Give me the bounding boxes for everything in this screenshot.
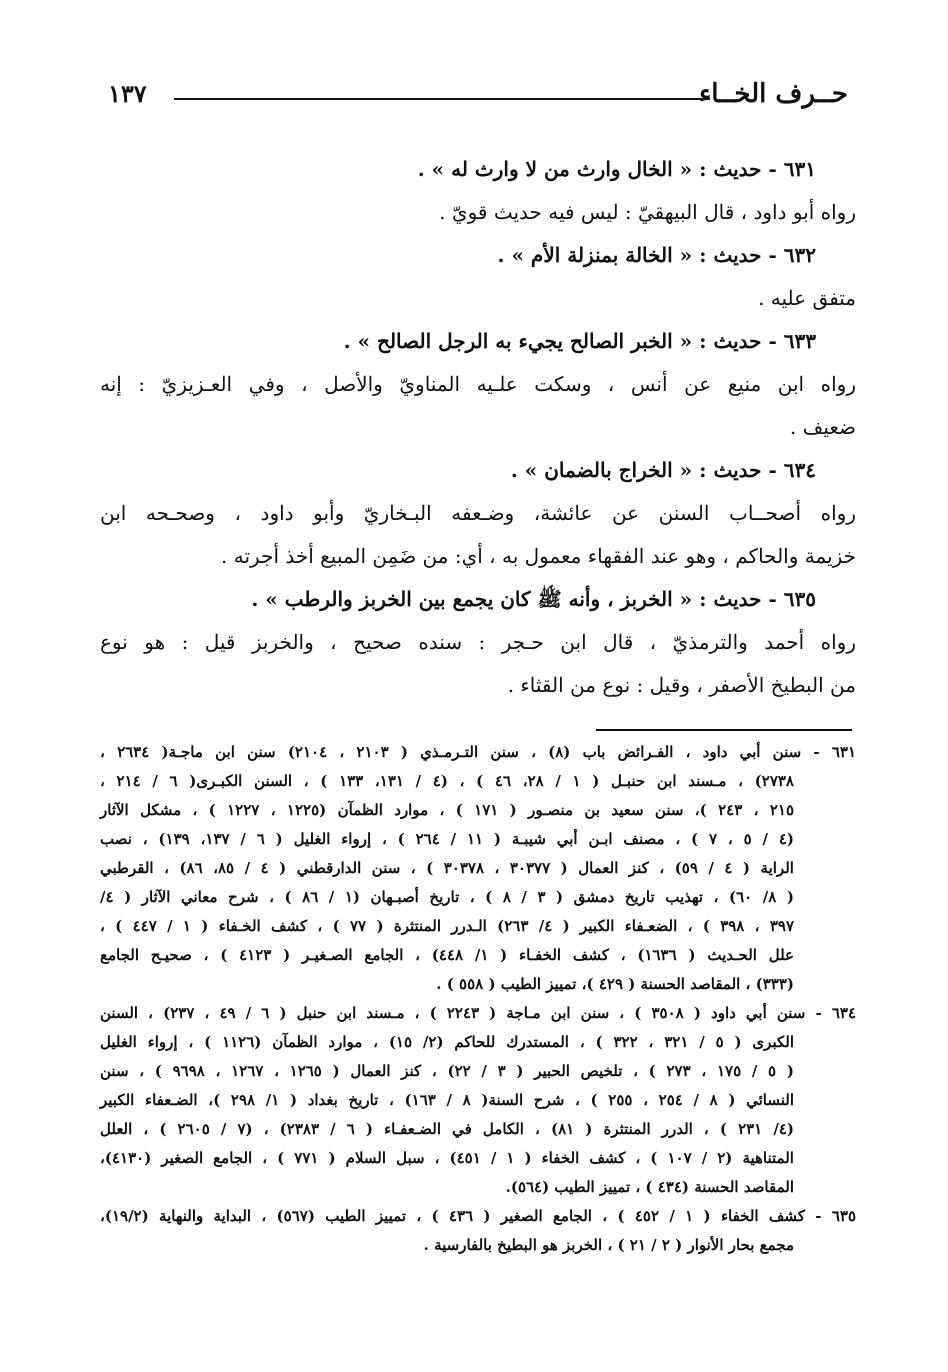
footnote-line: النسائي ( ٨ / ٢٥٤ ، ٢٥٥ ) ، شرح السنة( ٨ / ١٦٣) ، تاريخ بغداد ( ١/ ٢٩٨ )، الضـعفاء الكبير [100,1091,795,1109]
footnote-line: ٦٣٤ - سنن أبي داود ( ٣٥٠٨ ) ، سنن ابن مـاجة ( ٢٢٤٣ ) ، مـسند ابن حنبل ( ٦ / ٤٩ ، ٢٣٧) ، السنن [100,1004,856,1022]
footnote-line: (٤ / ٥ ، ٧ ) ، مصنف ابـن أبي شيبـة ( ١١ / ٢٦٤ ) ، إرواء الغليل ( ٦ / ١٣٧، ١٣٩) ، نصب [100,830,794,848]
footnote-line: مجمع بحار الأنوار ( ٢ / ٢١ ) ، الخربز هو البطيخ بالفارسية . [423,1236,794,1254]
entry-heading: ٦٣٥ - حديث : « الخربز ، وأنه ﷺ كان يجمع بين الخربز والرطب » . [251,587,816,611]
footnote-line: ( ٥ / ١٧٥ ، ٢٧٣ ) ، تلخيص الحبير ( ٣ / ٢٢) ، كنز العمال ( ١٢٦٥ ، ١٢٦٧ ، ٩٦٩٨ ) ، سنن [100,1062,794,1080]
header-rule [174,98,710,100]
footnote-line: الكبرى ( ٥ / ٣٢١ ، ٣٢٢ ) ، المستدرك للحاكم (٢/ ١٥) ، موارد الظمآن (١١٢٦ ) ، إرواء الغليل [100,1033,794,1051]
entry-635 [100,578,856,707]
entry-heading: ٦٣٤ - حديث : « الخراج بالضمان » . [510,458,816,482]
entry-632 [100,234,856,320]
entry-633 [100,320,856,449]
entry-heading: ٦٣٣ - حديث : « الخبر الصالح يجيء به الرجل الصالح » . [343,329,816,353]
entry-text: من البطيخ الأصفر ، وقيل : نوع من القثاء . [507,673,856,697]
entry-text: متفق عليه . [758,286,856,310]
entry-text: رواه أصحــاب السنن عن عائشة، وضـعفه البـخاريّ وأبو داود ، وصحـحه ابن [100,501,856,525]
footnote-line: المتناهية (٢ / ١٠٧ ) ، كشف الخفاء ( ١ / ٤٥١) ، سبل السلام ( ٧٧١ ) ، الجامع الصغير (٤١٣٠)، [100,1149,794,1167]
entry-text: رواه ابن منيع عن أنس ، وسكت علـيه المناويّ والأصل ، وفي العـزيزيّ : إنه [100,372,856,396]
footnote-line: (٤/ ٢٣١ ) ، الدرر المنتثرة ( ٨١) ، الكامل في الضـعفـاء ( ٦ / ٢٣٨٣) ، (٧ / ٢٦٠٥ ) ، العلل [100,1120,794,1138]
footnote-line: ٦٣٥ - كشف الخفاء ( ١ / ٤٥٢ ) ، الجامع الصغير ( ٤٣٦ ) ، تمييز الطيب (٥٦٧) ، البداية والنهاية (١٩/٢)، [100,1207,856,1225]
entry-634 [100,449,856,578]
footnote-631 [100,738,856,999]
footnotes [100,738,856,1260]
page-number: ١٣٧ [108,79,147,108]
entry-text: ضعيف . [789,415,856,439]
footnote-634 [100,999,856,1202]
footnote-line: ( ٨/ ٦٠) ، تهذيب تاريخ دمشق ( ٣ / ٨ ) ، تاريخ أصبـهان (١ / ٨٦ ) ، شرح معاني الآثار ( ٤/ [100,888,794,906]
footnote-line: علل الحـديث ( ١٦٣٦) ، كشف الخفـاء ( ١/ ٤٤٨) ، الجامع الصـغيـر ( ٤١٢٣ ) ، صحيـح الجامع [100,946,794,964]
running-header [108,74,848,114]
entry-heading: ٦٣٢ - حديث : « الخالة بمنزلة الأم » . [497,243,816,267]
footnote-line: المقاصد الحسنة (٤٣٤ ) ، تمييز الطيب (٥٦٤). [505,1178,794,1196]
entry-631 [100,148,856,234]
footnote-line: ٣٩٧ ، ٣٩٨ ) ، الضعـفاء الكبير ( ٤/ ٢٦٣) الـدرر المنتثرة ( ٧٧ ) ، كشف الخـفاء ( ١ / ٤٤٧ ) ، [100,917,795,935]
footnote-line: ٢٧٣٨) ، مـسند ابن حنبـل ( ١ / ٢٨، ٤٦ ) ، (٤ / ١٣١، ١٣٣ ) ، السنن الكبـرى( ٦ / ٢١٤ ، [100,772,794,790]
footnote-635 [100,1202,856,1260]
footnote-line: (٣٣٣) ، المقاصد الحسنة ( ٤٢٩ )، تمييز الطيب ( ٥٥٨ ) . [436,975,794,993]
footnote-rule [596,729,852,731]
entry-text: رواه أبو داود ، قال البيهقيّ : ليس فيه حديث قويّ . [439,200,856,224]
entry-heading: ٦٣١ - حديث : « الخال وارث من لا وارث له » . [417,157,816,181]
entry-text: رواه أحمد والترمذيّ ، قال ابن حـجر : سنده صحيح ، والخربز قيل : هو نوع [100,630,856,654]
footnote-line: الراية ( ٤ / ٥٩) ، كنز العمال ( ٣٠٣٧٧ ، ٣٠٣٧٨ ) ، سنن الدارقطني ( ٤ / ٨٥، ٨٦) ، القرطبي [100,859,794,877]
chapter-title: حــرف الخــاء [699,79,848,109]
main-text [100,148,856,707]
footnote-line: ٦٣١ - سنن أبي داود ، الفـرائض باب (٨) ، سنن التـرمـذي ( ٢١٠٣ ، ٢١٠٤) سنن ابن ماجـة( ٢٦٣٤ ، [100,743,857,761]
footnote-line: ٢١٥ ، ٢٤٣ )، سنن سعيد بن منصـور ( ١٧١ ) ، موارد الظمآن (١٢٢٥ ، ١٢٢٧ ) ، مشكل الآثار [100,801,794,819]
entry-text: خزيمة والحاكم ، وهو عند الفقهاء معمول به ، أي: من ضَمِن المبيع أخذ أجرته . [221,544,856,568]
